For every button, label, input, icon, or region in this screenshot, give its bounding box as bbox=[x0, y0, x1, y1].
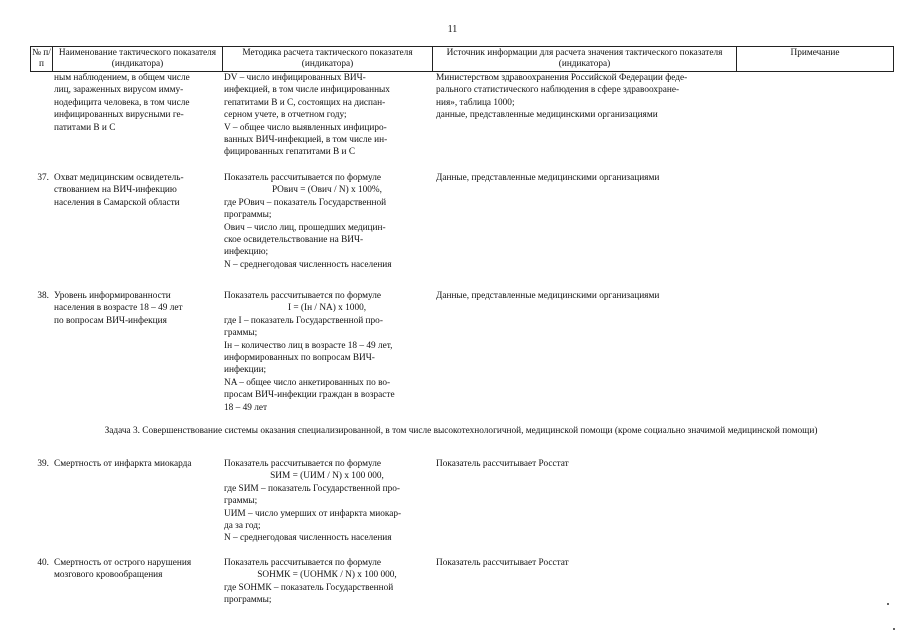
row-number: 39. bbox=[37, 459, 49, 469]
calculation-method: Показатель рассчитывается по формуле I = (Iн / NA) x 1000, где I – показатель Государственной про- граммы; Iн – количество лиц в возрасте 18 – 49 лет, информированных по вопросам ВИЧ- инфекции; NA – общее число анкетированных по во- просам ВИЧ-инфекции граждан в возрасте 18 – 49 лет bbox=[224, 291, 395, 413]
information-source: Показатель рассчитывает Росстат bbox=[436, 558, 569, 568]
table-row-continued bbox=[30, 72, 892, 159]
table-header bbox=[30, 46, 894, 72]
header-note: Примечание bbox=[790, 48, 840, 58]
indicator-name: ным наблюдением, в общем числе лиц, зараженных вирусом имму- нодефицита человека, в том числе инфицированных вирусными ге- патитами В и С bbox=[54, 73, 190, 133]
page-number: 11 bbox=[447, 24, 458, 35]
header-number: № п/п bbox=[31, 47, 53, 71]
calculation-method: Показатель рассчитывается по формуле POвич = (Oвич / N) x 100%, где POвич – показатель Государственной программы; Oвич – число лиц, прошедших медицин- ское освидетельствование на ВИЧ- инфекцию; N – среднегодовая численность населения bbox=[224, 173, 392, 270]
header-source: Источник информации для расчета значения тактического показателя (индикатора) bbox=[433, 47, 737, 71]
row-number: 40. bbox=[37, 558, 49, 568]
note bbox=[736, 290, 892, 414]
calculation-method: DV – число инфицированных ВИЧ- инфекцией, в том числе инфицированных гепатитами В и С, состоящих на диспан- серном учете, в отчетном году; V – общее число выявленных инфициро- ванных ВИЧ-инфекцией, в том числе ин- фицированных гепатитами В и С bbox=[224, 73, 390, 158]
table-row bbox=[30, 172, 892, 271]
table-row bbox=[30, 458, 892, 545]
row-number: 38. bbox=[37, 291, 49, 301]
note bbox=[736, 172, 892, 271]
header-indicator-name: Наименование тактического показателя (индикатора) bbox=[53, 47, 223, 71]
scan-speck bbox=[887, 603, 889, 605]
table-row bbox=[30, 290, 892, 414]
calculation-method: Показатель рассчитывается по формуле SОНМК = (UОНМК / N) x 100 000, где SОНМК – показатель Государственной программы; bbox=[224, 558, 397, 606]
indicator-name: Смертность от острого нарушения мозгового кровообращения bbox=[54, 558, 192, 581]
note bbox=[736, 557, 892, 607]
information-source: Данные, представленные медицинскими организациями bbox=[436, 291, 660, 301]
task-3-heading: Задача 3. Совершенствование системы оказания специализированной, в том числе высокотехнологичной, медицинской помощи (кроме социально значимой медицинской помощи) bbox=[104, 426, 818, 436]
header-method: Методика расчета тактического показателя (индикатора) bbox=[223, 47, 433, 71]
table-row bbox=[30, 557, 892, 607]
information-source: Показатель рассчитывает Росстат bbox=[436, 459, 569, 469]
indicator-name: Смертность от инфаркта миокарда bbox=[54, 459, 192, 469]
indicator-name: Уровень информированности населения в возрасте 18 – 49 лет по вопросам ВИЧ-инфекция bbox=[54, 291, 183, 326]
information-source: Министерством здравоохранения Российской Федерации феде- рального статистического наблюдения в сфере здравоохране- ния», таблица 1000; данные, представленные медицинскими организациями bbox=[436, 73, 688, 121]
indicator-name: Охват медицинским освидетель- ствованием на ВИЧ-инфекцию населения в Самарской области bbox=[54, 173, 184, 208]
note bbox=[736, 458, 892, 545]
scan-speck bbox=[893, 628, 895, 630]
row-number bbox=[30, 72, 52, 159]
row-number: 37. bbox=[37, 173, 49, 183]
note bbox=[736, 72, 892, 159]
calculation-method: Показатель рассчитывается по формуле SИМ = (UИМ / N) x 100 000, где SИМ – показатель Государственной про- граммы; UИМ – число умерших от инфаркта миокар- да за год; N – среднегодовая численность населения bbox=[224, 459, 402, 544]
information-source: Данные, представленные медицинскими организациями bbox=[436, 173, 660, 183]
